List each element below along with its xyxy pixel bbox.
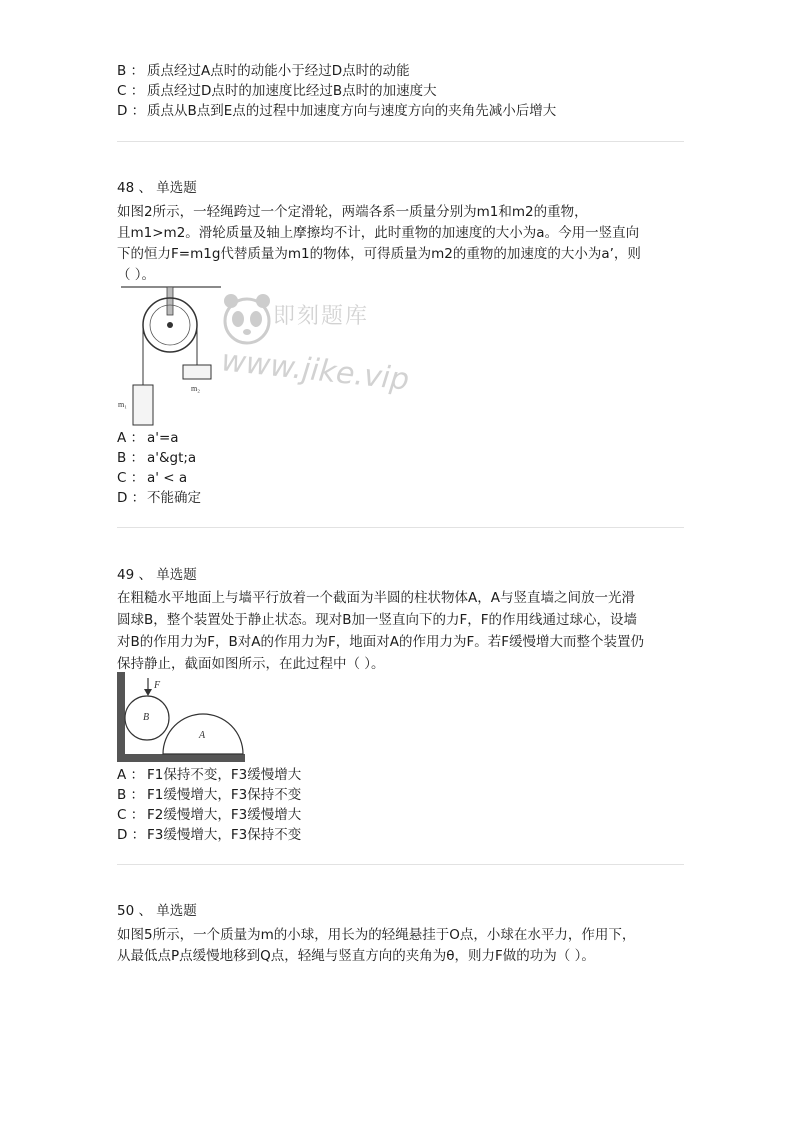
- option-letter: A ：: [117, 430, 145, 446]
- option-text: F3缓慢增大，F3保持不变: [147, 827, 302, 843]
- option-c[interactable]: [117, 805, 301, 825]
- force-label: F: [154, 680, 161, 691]
- option-letter: C ：: [117, 83, 145, 99]
- question-stem-line: 从最低点P点缓慢地移到Q点，轻绳与竖直方向的夹角为θ，则力F做的功为（ ）。: [117, 948, 595, 964]
- option-c[interactable]: [117, 468, 187, 488]
- option-text: 质点从B点到E点的过程中加速度方向与速度方向的夹角先减小后增大: [147, 103, 557, 119]
- option-letter: D ：: [117, 103, 146, 119]
- watermark-url: www.jike.vip: [219, 343, 411, 398]
- option-d[interactable]: [117, 101, 556, 121]
- option-letter: B ：: [117, 787, 145, 803]
- question-stem-line: 圆球B，整个装置处于静止状态。现对B加一竖直向下的力F，F的作用线通过球心，设墙: [117, 612, 638, 628]
- option-text: F1缓慢增大，F3保持不变: [147, 787, 302, 803]
- question-stem-line: （ ）。: [117, 267, 156, 283]
- question-header: 49 、 单选题: [117, 567, 197, 583]
- question-header: 50 、 单选题: [117, 903, 197, 919]
- option-text: 质点经过D点时的加速度比经过B点时的加速度大: [147, 83, 437, 99]
- option-text: 质点经过A点时的动能小于经过D点时的动能: [147, 63, 410, 79]
- option-text: 不能确定: [147, 490, 201, 506]
- option-letter: D ：: [117, 490, 146, 506]
- wall-sphere-figure: [117, 672, 247, 764]
- option-b[interactable]: [117, 785, 301, 805]
- divider: [117, 527, 684, 528]
- sphere-label: B: [143, 712, 150, 723]
- question-stem-line: 保持静止，截面如图所示，在此过程中（ ）。: [117, 656, 385, 672]
- question-stem-line: 下的恒力F=m1g代替质量为m1的物体，可得质量为m2的重物的加速度的大小为a’，则: [117, 246, 641, 262]
- option-text: a' < a: [147, 470, 188, 486]
- option-a[interactable]: [117, 765, 301, 785]
- option-b[interactable]: [117, 448, 196, 468]
- option-text: a'=a: [147, 430, 179, 446]
- question-stem-line: 对B的作用力为F，B对A的作用力为F，地面对A的作用力为F。若F缓慢增大而整个装置仍: [117, 634, 645, 650]
- option-letter: A ：: [117, 767, 145, 783]
- option-letter: C ：: [117, 470, 145, 486]
- option-d[interactable]: [117, 825, 301, 845]
- option-d[interactable]: [117, 488, 201, 508]
- divider: [117, 864, 684, 865]
- question-stem-line: 如图5所示，一个质量为m的小球，用长为的轻绳悬挂于O点，小球在水平力，作用下，: [117, 927, 636, 943]
- question-header: 48 、 单选题: [117, 180, 197, 196]
- option-letter: B ：: [117, 450, 145, 466]
- option-a[interactable]: [117, 428, 179, 448]
- divider: [117, 141, 684, 142]
- option-b[interactable]: [117, 61, 410, 81]
- question-stem-line: 如图2所示，一轻绳跨过一个定滑轮，两端各系一质量分别为m1和m2的重物，: [117, 204, 588, 220]
- option-text: a'&gt;a: [147, 450, 197, 466]
- option-text: F1保持不变，F3缓慢增大: [147, 767, 302, 783]
- watermark: [213, 283, 443, 413]
- option-letter: B ：: [117, 63, 145, 79]
- mass-label-m1: m₁: [118, 400, 128, 409]
- watermark-brand: 即刻题库: [273, 304, 370, 329]
- option-letter: C ：: [117, 807, 145, 823]
- pulley-figure: [117, 285, 227, 430]
- option-letter: D ：: [117, 827, 146, 843]
- option-c[interactable]: [117, 81, 437, 101]
- question-stem-line: 在粗糙水平地面上与墙平行放着一个截面为半圆的柱状物体A，A与竖直墙之间放一光滑: [117, 590, 635, 606]
- option-text: F2缓慢增大，F3缓慢增大: [147, 807, 302, 823]
- mass-label-m2: m₂: [191, 384, 201, 393]
- half-cylinder-label: A: [199, 730, 206, 741]
- question-stem-line: 且m1>m2。滑轮质量及轴上摩擦均不计，此时重物的加速度的大小为a。今用一竖直向: [117, 225, 640, 241]
